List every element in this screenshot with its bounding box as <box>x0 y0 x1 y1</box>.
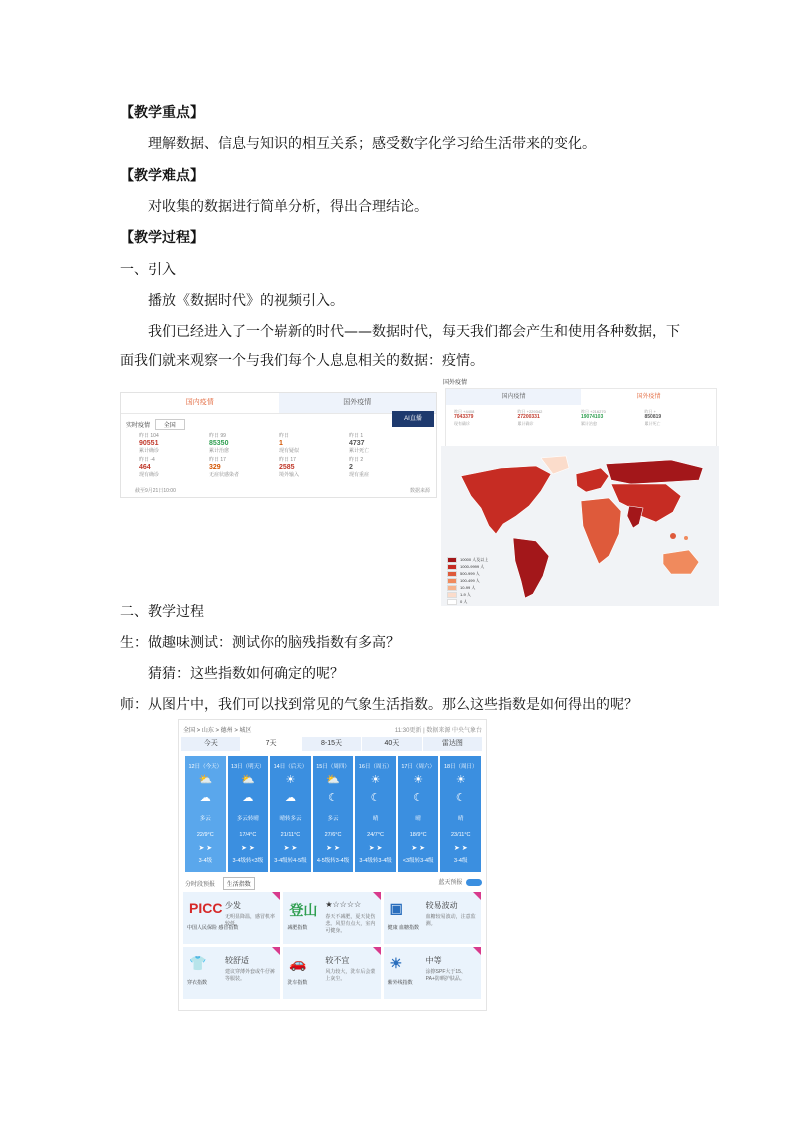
weather-day-icon: ⛅ <box>326 774 340 786</box>
wind-level: 3-4级转<3级 <box>232 858 264 864</box>
life-index-card[interactable] <box>283 892 380 944</box>
day-date: 15日（周四） <box>316 764 350 770</box>
day-date: 12日（今天） <box>188 764 223 770</box>
heading-keypoints: 【教学重点】 <box>120 105 204 121</box>
bluesky-label: 蓝天预报 <box>438 880 463 886</box>
north-america <box>461 466 551 534</box>
weather-day-icon: ⛅ <box>198 774 213 786</box>
index-desc: 血糖较易波动，注意监测。 <box>425 914 476 927</box>
life-index-card[interactable] <box>384 947 481 999</box>
legend-item <box>447 598 488 605</box>
index-level: 中等 <box>425 956 442 965</box>
russia <box>606 460 703 484</box>
stat-delta: 昨日 +229342 <box>517 409 543 414</box>
day-temp: 17/4°C <box>239 832 257 838</box>
day-date: 13日（明天） <box>231 764 265 770</box>
weather-night-icon: ☁ <box>284 792 296 804</box>
weather-night-icon: ☾ <box>455 792 466 804</box>
day-date: 17日（周六） <box>401 764 435 770</box>
stat-delta: 昨日 99 <box>209 433 226 439</box>
wind-level: 3-4级 <box>454 858 468 864</box>
index-icon: 🚗 <box>289 955 307 971</box>
tab-0[interactable]: 今天 <box>181 737 241 751</box>
index-name: 洗车指数 <box>287 980 308 986</box>
legend-label: 500-999 人 <box>460 571 480 576</box>
tab-1[interactable]: 7天 <box>241 737 301 751</box>
weather-day-icon: ☀ <box>370 774 381 786</box>
stat-value: 19074103 <box>581 414 604 420</box>
index-icon: ☀ <box>389 955 403 971</box>
stat-delta: 昨日 17 <box>279 457 296 463</box>
south-america <box>513 538 549 598</box>
wind-level: <3级转3-4级 <box>402 858 434 864</box>
stat-delta: 昨日 +4408 <box>454 409 475 414</box>
legend-label: 10000 人及以上 <box>460 557 489 562</box>
stat-delta: 昨日 <box>279 433 290 439</box>
day-weather: 晴转多云 <box>279 816 302 822</box>
index-icon: ▣ <box>389 900 403 916</box>
world-stat-cell <box>518 409 582 426</box>
index-icon: 👕 <box>189 955 207 971</box>
index-desc: 建议穿薄外套或牛仔裤等服装。 <box>225 969 276 982</box>
world-stat-cell <box>581 409 645 426</box>
index-name: 健康 血糖指数 <box>387 925 420 931</box>
covid-stats-grid <box>139 433 419 478</box>
australia <box>663 550 699 574</box>
wind-direction-icon: ➤ ➤ <box>198 845 213 852</box>
stat-value: 464 <box>139 464 151 471</box>
legend-label: 0 人 <box>460 599 468 604</box>
weather-panel <box>178 719 487 1011</box>
forecast-days <box>185 756 481 872</box>
corner-mark <box>373 892 381 900</box>
stat-label: 累计确诊 <box>517 421 534 426</box>
forecast-day[interactable] <box>228 756 269 872</box>
region-selector[interactable] <box>126 419 185 430</box>
legend-label: 1000-9999 人 <box>460 564 485 569</box>
stat-cell <box>139 457 209 478</box>
tab-hourly[interactable]: 分时段预报 <box>185 882 216 888</box>
legend-item <box>447 591 488 598</box>
corner-mark <box>473 947 481 955</box>
tab-2[interactable]: 8-15天 <box>302 737 362 751</box>
stat-cell <box>209 433 279 454</box>
stat-value: 2585 <box>279 464 295 471</box>
stat-label: 现有疑似 <box>279 448 300 454</box>
stat-value: 850819 <box>644 414 662 420</box>
asia <box>611 484 681 522</box>
day-weather: 晴 <box>458 816 464 822</box>
india <box>627 506 643 528</box>
stat-value: 27200331 <box>517 414 540 420</box>
intro-paragraph-1: 播放《数据时代》的视频引入。 <box>148 293 344 309</box>
stat-label: 累计死亡 <box>644 421 661 426</box>
forecast-day[interactable] <box>440 756 481 872</box>
legend-item <box>447 584 488 591</box>
legend-label: 10-99 人 <box>460 585 476 590</box>
day-weather: 多云 <box>199 816 211 822</box>
stat-delta: 昨日 2 <box>349 457 364 463</box>
update-info: 11:30更新 | 数据来源 中央气象台 <box>394 728 482 734</box>
keypoints-text: 理解数据、信息与知识的相互关系；感受数字化学习给生活带来的变化。 <box>148 136 596 152</box>
teacher-text: 师：从图片中，我们可以找到常见的气象生活指数。那么这些指数是如何得出的呢？ <box>120 697 638 713</box>
wind-level: 3-4级转4-5级 <box>274 858 307 864</box>
wind-direction-icon: ➤ ➤ <box>453 845 468 852</box>
section-intro: 一、引入 <box>120 262 176 278</box>
realtime-label: 实时疫情 <box>126 423 151 429</box>
index-level: ★☆☆☆☆ <box>325 900 362 909</box>
weather-tabs <box>181 737 483 751</box>
wind-level: 3-4级转3-4级 <box>359 858 392 864</box>
difficulty-text: 对收集的数据进行简单分析，得出合理结论。 <box>148 199 428 215</box>
corner-mark <box>272 892 280 900</box>
stat-delta: 昨日 -4 <box>139 457 155 463</box>
stat-cell <box>349 433 419 454</box>
heading-process: 【教学过程】 <box>120 230 204 246</box>
life-index-card[interactable] <box>384 892 481 944</box>
intro-paragraph-2b: 面我们就来观察一个与我们每个人息息相关的数据：疫情。 <box>120 353 484 369</box>
index-name: 紫外线指数 <box>387 980 413 986</box>
stat-value: 7043379 <box>454 414 474 420</box>
stat-value: 329 <box>209 464 221 471</box>
stat-cell <box>139 433 209 454</box>
stat-delta: 昨日 + <box>644 409 656 414</box>
weather-day-icon: ☀ <box>285 774 296 786</box>
index-desc: 无明显降温，感冒机率较低。 <box>225 914 276 927</box>
covid-domestic-panel <box>120 392 437 498</box>
day-weather: 晴 <box>372 816 379 822</box>
life-index-card[interactable] <box>183 947 280 999</box>
index-desc: 涂擦SPF大于15、PA+防晒护肤品。 <box>425 969 466 982</box>
tab-domestic[interactable]: 国内疫情 <box>446 389 581 405</box>
stat-value: 1 <box>279 440 283 447</box>
tab-foreign[interactable]: 国外疫情 <box>279 393 437 413</box>
legend-item <box>447 563 488 570</box>
tab-life-index[interactable]: 生活指数 <box>223 877 255 890</box>
stat-value: 85350 <box>209 440 229 447</box>
africa <box>581 498 621 564</box>
legend-item <box>447 556 488 563</box>
day-temp: 23/11°C <box>450 832 471 838</box>
world-stat-cell <box>645 409 709 426</box>
stat-label: 境外输入 <box>279 472 300 478</box>
weather-day-icon: ☀ <box>455 774 466 786</box>
life-index-card[interactable] <box>183 892 280 944</box>
world-stats <box>446 405 716 426</box>
stat-label: 累计治愈 <box>209 448 230 454</box>
legend-item <box>447 570 488 577</box>
legend-item <box>447 577 488 584</box>
weather-night-icon: ☾ <box>370 792 381 804</box>
legend-swatch <box>447 599 457 605</box>
index-desc: 春天不减肥，夏天徒伤悲。风里有点大，室内可健身。 <box>325 914 376 934</box>
stat-label: 累计确诊 <box>139 448 160 454</box>
index-icon: PICC <box>189 900 223 916</box>
day-weather: 多云 <box>327 816 339 822</box>
day-temp: 21/11°C <box>280 832 301 838</box>
stat-value: 4737 <box>349 440 365 447</box>
section-process: 二、教学过程 <box>120 604 204 620</box>
index-name: 中国人民保险 感冒指数 <box>187 925 239 931</box>
day-weather: 晴 <box>415 816 421 822</box>
stat-delta: 昨日 +216270 <box>581 409 606 414</box>
tab-domestic[interactable]: 国内疫情 <box>121 393 279 413</box>
day-temp: 27/6°C <box>324 832 342 838</box>
stat-delta: 昨日 1 <box>349 433 364 439</box>
wind-level: 3-4级 <box>198 858 213 864</box>
world-stat-cell <box>454 409 518 426</box>
index-name: 穿衣指数 <box>187 980 208 986</box>
covid-source[interactable]: 数据来源 <box>409 488 430 494</box>
region-select[interactable]: 全国 <box>155 419 185 430</box>
corner-mark <box>373 947 381 955</box>
tab-foreign[interactable]: 国外疫情 <box>581 389 716 405</box>
stat-cell <box>209 457 279 478</box>
day-temp: 24/7°C <box>367 832 385 838</box>
wind-direction-icon: ➤ ➤ <box>368 845 383 852</box>
intro-paragraph-2a: 我们已经进入了一个崭新的时代——数据时代，每天我们都会产生和使用各种数据，下 <box>148 324 680 340</box>
wind-level: 4-5级转3-4级 <box>316 858 350 864</box>
student-test: 生：做趣味测试：测试你的脑残指数有多高？ <box>120 635 400 651</box>
covid-timestamp: 截至9月21日10:00 <box>135 488 176 494</box>
stat-label: 无症状感染者 <box>209 472 240 478</box>
weather-day-icon: ☀ <box>413 774 424 786</box>
legend-label: 100-499 人 <box>460 578 480 583</box>
wind-direction-icon: ➤ ➤ <box>241 845 255 852</box>
guess-text: 猜猜：这些指数如何确定的呢？ <box>148 666 344 682</box>
index-level: 较舒适 <box>225 956 249 965</box>
world-header: 国外疫情 <box>443 380 468 386</box>
index-desc: 风力较大，洗车后会蒙上灰尘。 <box>325 969 376 982</box>
day-temp: 22/9°C <box>196 832 214 838</box>
index-level: 少发 <box>225 901 241 910</box>
breadcrumb[interactable]: 全国 > 山东 > 德州 > 城区 <box>183 728 252 734</box>
legend-label: 1-9 人 <box>460 592 471 597</box>
wind-direction-icon: ➤ ➤ <box>411 845 426 852</box>
stat-delta: 昨日 104 <box>139 433 159 439</box>
tab-3[interactable]: 40天 <box>362 737 422 751</box>
index-level: 较不宜 <box>325 956 350 965</box>
stat-label: 现有确诊 <box>454 421 470 426</box>
stat-delta: 昨日 17 <box>209 457 226 463</box>
stat-label: 累计治愈 <box>581 421 597 426</box>
forecast-day[interactable] <box>185 756 226 872</box>
wind-direction-icon: ➤ ➤ <box>283 845 298 852</box>
corner-mark <box>272 947 280 955</box>
weather-night-icon: ☾ <box>328 792 338 804</box>
index-name: 减肥指数 <box>287 925 308 931</box>
corner-mark <box>473 892 481 900</box>
forecast-day[interactable] <box>270 756 311 872</box>
day-date: 16日（周五） <box>358 764 393 770</box>
weather-night-icon: ☁ <box>199 792 211 804</box>
bluesky-toggle-wrap <box>438 877 482 886</box>
forecast-day[interactable] <box>398 756 439 872</box>
weather-night-icon: ☾ <box>413 792 424 804</box>
stat-label: 现有确诊 <box>139 472 160 478</box>
stat-cell <box>279 457 349 478</box>
weather-night-icon: ☁ <box>242 792 254 804</box>
weather-day-icon: ⛅ <box>241 774 255 786</box>
covid-world-panel <box>441 374 719 606</box>
stat-value: 90551 <box>139 440 159 447</box>
map-legend <box>447 556 488 605</box>
forecast-day[interactable] <box>313 756 354 872</box>
forecast-day[interactable] <box>355 756 396 872</box>
stat-value: 2 <box>349 464 353 471</box>
index-level: 较易波动 <box>425 901 458 910</box>
stat-label: 累计死亡 <box>349 448 370 454</box>
tab-4[interactable]: 雷达图 <box>423 737 483 751</box>
europe <box>576 468 609 492</box>
day-date: 18日（周日） <box>443 764 478 770</box>
life-indices <box>183 892 481 999</box>
bluesky-toggle[interactable] <box>466 879 482 886</box>
stat-label: 现有重症 <box>349 472 370 478</box>
wind-direction-icon: ➤ ➤ <box>326 845 340 852</box>
day-weather: 多云转晴 <box>236 816 259 822</box>
stat-cell <box>349 457 419 478</box>
day-date: 14日（后天） <box>273 764 308 770</box>
day-temp: 18/9°C <box>409 832 427 838</box>
stat-cell <box>279 433 349 454</box>
sub-tabs <box>185 877 255 890</box>
index-icon: 登山 <box>289 902 318 918</box>
live-tv-badge[interactable]: AI直播 <box>392 411 434 427</box>
life-index-card[interactable] <box>283 947 380 999</box>
heading-difficulty: 【教学难点】 <box>120 168 204 184</box>
